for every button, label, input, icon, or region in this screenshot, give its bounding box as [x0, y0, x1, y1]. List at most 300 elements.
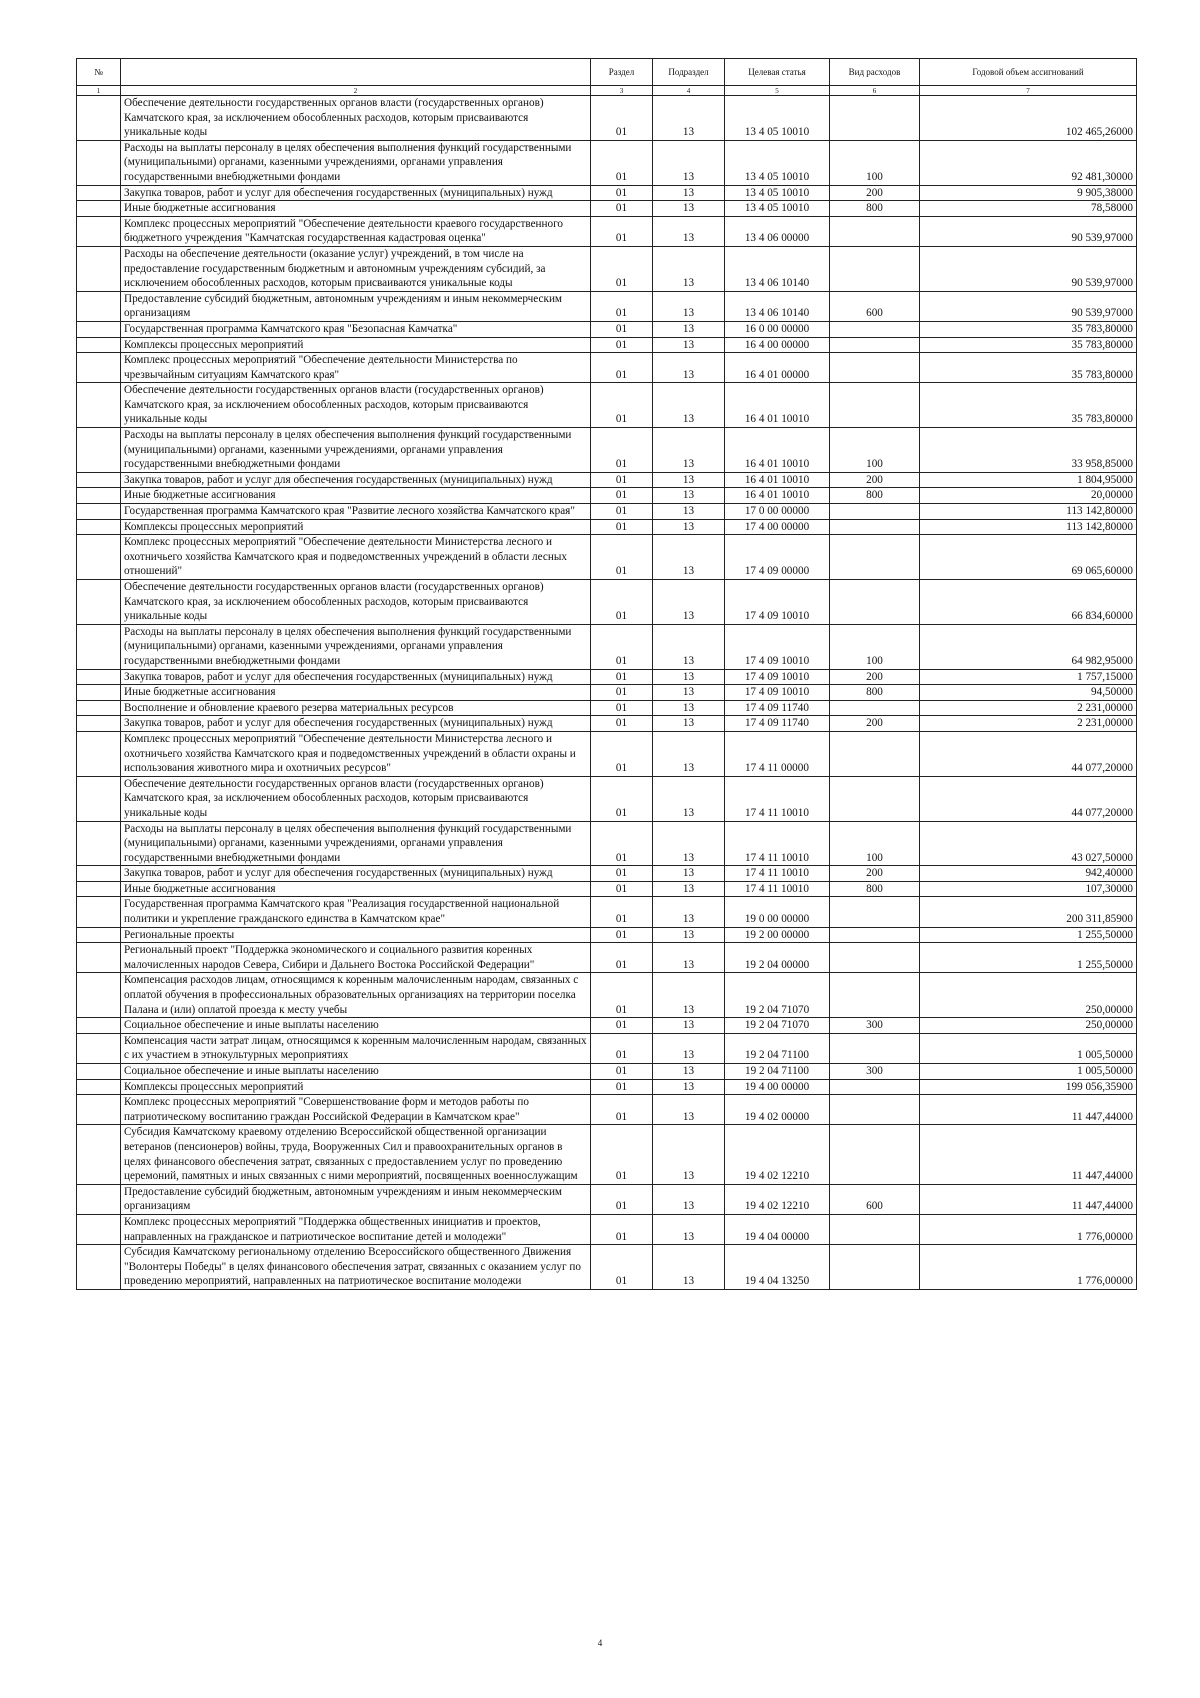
row-section: 01	[591, 504, 653, 520]
row-target-code: 16 4 01 10010	[725, 383, 830, 428]
row-expense-type	[830, 321, 920, 337]
row-expense-type: 100	[830, 821, 920, 866]
row-subsection: 13	[653, 321, 725, 337]
row-target-code: 13 4 06 10140	[725, 246, 830, 291]
row-expense-type: 300	[830, 1018, 920, 1034]
row-section: 01	[591, 1079, 653, 1095]
row-section: 01	[591, 185, 653, 201]
row-target-code: 16 0 00 00000	[725, 321, 830, 337]
row-section: 01	[591, 685, 653, 701]
row-section: 01	[591, 96, 653, 141]
column-number: 5	[725, 86, 830, 96]
row-target-code: 13 4 05 10010	[725, 96, 830, 141]
row-subsection: 13	[653, 96, 725, 141]
table-row	[77, 472, 1137, 488]
row-number	[77, 96, 121, 141]
header-name	[121, 59, 591, 86]
row-number	[77, 428, 121, 473]
row-number	[77, 472, 121, 488]
row-amount: 11 447,44000	[920, 1095, 1137, 1125]
table-row	[77, 943, 1137, 973]
row-expense-type: 200	[830, 472, 920, 488]
row-name: Обеспечение деятельности государственных органов власти (государственных органов) Камчатского края, за исключением обособленных расходов, которым присваиваются уникальные коды	[121, 776, 591, 821]
row-subsection: 13	[653, 866, 725, 882]
row-expense-type	[830, 973, 920, 1018]
row-expense-type: 800	[830, 488, 920, 504]
table-row	[77, 291, 1137, 321]
row-target-code: 17 4 09 10010	[725, 669, 830, 685]
row-subsection: 13	[653, 624, 725, 669]
row-subsection: 13	[653, 1033, 725, 1063]
row-subsection: 13	[653, 881, 725, 897]
row-name: Иные бюджетные ассигнования	[121, 881, 591, 897]
row-amount: 94,50000	[920, 685, 1137, 701]
header-num: №	[77, 59, 121, 86]
row-name: Закупка товаров, работ и услуг для обеспечения государственных (муниципальных) нужд	[121, 669, 591, 685]
table-row	[77, 428, 1137, 473]
row-subsection: 13	[653, 472, 725, 488]
row-target-code: 19 4 00 00000	[725, 1079, 830, 1095]
row-amount: 1 255,50000	[920, 943, 1137, 973]
table-row	[77, 881, 1137, 897]
row-name: Государственная программа Камчатского края "Развитие лесного хозяйства Камчатского края"	[121, 504, 591, 520]
row-amount: 78,58000	[920, 201, 1137, 217]
row-number	[77, 1125, 121, 1184]
row-target-code: 17 4 09 11740	[725, 700, 830, 716]
row-expense-type	[830, 1245, 920, 1290]
row-name: Закупка товаров, работ и услуг для обеспечения государственных (муниципальных) нужд	[121, 185, 591, 201]
row-target-code: 19 4 02 12210	[725, 1125, 830, 1184]
row-number	[77, 669, 121, 685]
row-section: 01	[591, 669, 653, 685]
row-subsection: 13	[653, 1125, 725, 1184]
table-row	[77, 1214, 1137, 1244]
row-name: Обеспечение деятельности государственных органов власти (государственных органов) Камчатского края, за исключением обособленных расходов, которым присваиваются уникальные коды	[121, 383, 591, 428]
row-target-code: 19 2 04 71100	[725, 1033, 830, 1063]
row-expense-type: 200	[830, 185, 920, 201]
row-section: 01	[591, 943, 653, 973]
row-target-code: 16 4 01 10010	[725, 488, 830, 504]
row-amount: 113 142,80000	[920, 504, 1137, 520]
row-subsection: 13	[653, 428, 725, 473]
row-subsection: 13	[653, 140, 725, 185]
row-number	[77, 821, 121, 866]
table-row	[77, 246, 1137, 291]
row-target-code: 17 4 09 10010	[725, 624, 830, 669]
row-number	[77, 776, 121, 821]
row-subsection: 13	[653, 1245, 725, 1290]
row-expense-type: 200	[830, 669, 920, 685]
row-number	[77, 731, 121, 776]
row-number	[77, 337, 121, 353]
row-name: Социальное обеспечение и иные выплаты населению	[121, 1064, 591, 1080]
row-subsection: 13	[653, 535, 725, 580]
row-amount: 64 982,95000	[920, 624, 1137, 669]
row-number	[77, 504, 121, 520]
row-target-code: 17 0 00 00000	[725, 504, 830, 520]
row-amount: 1 776,00000	[920, 1245, 1137, 1290]
row-expense-type	[830, 246, 920, 291]
row-target-code: 19 2 04 71070	[725, 973, 830, 1018]
row-section: 01	[591, 216, 653, 246]
row-target-code: 13 4 06 10140	[725, 291, 830, 321]
row-section: 01	[591, 140, 653, 185]
row-expense-type: 800	[830, 685, 920, 701]
row-expense-type	[830, 353, 920, 383]
row-name: Закупка товаров, работ и услуг для обеспечения государственных (муниципальных) нужд	[121, 866, 591, 882]
column-number: 7	[920, 86, 1137, 96]
row-section: 01	[591, 731, 653, 776]
row-amount: 66 834,60000	[920, 580, 1137, 625]
row-target-code: 19 4 02 00000	[725, 1095, 830, 1125]
row-subsection: 13	[653, 291, 725, 321]
header-section: Раздел	[591, 59, 653, 86]
row-amount: 44 077,20000	[920, 776, 1137, 821]
row-target-code: 17 4 11 10010	[725, 821, 830, 866]
row-name: Расходы на обеспечение деятельности (оказание услуг) учреждений, в том числе на предоставление государственным бюджетным и автономным учреждениям субсидий, за исключением обособленных расходов, которым присваиваются уникальные коды	[121, 246, 591, 291]
row-name: Иные бюджетные ассигнования	[121, 488, 591, 504]
row-section: 01	[591, 472, 653, 488]
row-name: Расходы на выплаты персоналу в целях обеспечения выполнения функций государственными (муниципальными) органами, казенными учреждениями, органами управления государственными внебюджетными фондами	[121, 821, 591, 866]
table-row	[77, 535, 1137, 580]
row-expense-type: 100	[830, 624, 920, 669]
row-name: Комплекс процессных мероприятий "Обеспечение деятельности Министерства лесного и охотничьего хозяйства Камчатского края и подведомственных учреждений в области лесных отношений"	[121, 535, 591, 580]
row-section: 01	[591, 1184, 653, 1214]
header-subsection: Подраздел	[653, 59, 725, 86]
row-number	[77, 881, 121, 897]
table-row	[77, 96, 1137, 141]
row-number	[77, 716, 121, 732]
row-amount: 90 539,97000	[920, 291, 1137, 321]
row-target-code: 19 2 04 00000	[725, 943, 830, 973]
table-row	[77, 1125, 1137, 1184]
row-number	[77, 488, 121, 504]
row-expense-type	[830, 897, 920, 927]
row-amount: 11 447,44000	[920, 1125, 1137, 1184]
row-subsection: 13	[653, 246, 725, 291]
row-section: 01	[591, 866, 653, 882]
table-row	[77, 140, 1137, 185]
row-expense-type	[830, 1095, 920, 1125]
row-target-code: 16 4 01 00000	[725, 353, 830, 383]
row-number	[77, 624, 121, 669]
row-subsection: 13	[653, 1184, 725, 1214]
column-number-row	[77, 86, 1137, 96]
table-row	[77, 580, 1137, 625]
row-amount: 1 005,50000	[920, 1064, 1137, 1080]
row-expense-type	[830, 776, 920, 821]
row-name: Региональный проект "Поддержка экономического и социального развития коренных малочисленных народов Севера, Сибири и Дальнего Востока Российской Федерации"	[121, 943, 591, 973]
table-row	[77, 185, 1137, 201]
table-row	[77, 624, 1137, 669]
row-name: Государственная программа Камчатского края "Реализация государственной национальной политики и укрепление гражданского единства в Камчатском крае"	[121, 897, 591, 927]
row-target-code: 17 4 11 10010	[725, 776, 830, 821]
row-expense-type: 600	[830, 1184, 920, 1214]
row-section: 01	[591, 700, 653, 716]
row-subsection: 13	[653, 685, 725, 701]
row-expense-type	[830, 535, 920, 580]
row-name: Расходы на выплаты персоналу в целях обеспечения выполнения функций государственными (муниципальными) органами, казенными учреждениями, органами управления государственными внебюджетными фондами	[121, 140, 591, 185]
row-section: 01	[591, 201, 653, 217]
row-target-code: 13 4 05 10010	[725, 185, 830, 201]
row-target-code: 19 4 04 13250	[725, 1245, 830, 1290]
row-expense-type	[830, 519, 920, 535]
row-number	[77, 353, 121, 383]
row-amount: 90 539,97000	[920, 246, 1137, 291]
row-amount: 35 783,80000	[920, 383, 1137, 428]
row-expense-type	[830, 96, 920, 141]
row-expense-type	[830, 731, 920, 776]
table-row	[77, 216, 1137, 246]
row-number	[77, 185, 121, 201]
row-amount: 1 776,00000	[920, 1214, 1137, 1244]
row-name: Обеспечение деятельности государственных органов власти (государственных органов) Камчатского края, за исключением обособленных расходов, которым присваиваются уникальные коды	[121, 96, 591, 141]
row-target-code: 17 4 09 10010	[725, 685, 830, 701]
row-name: Государственная программа Камчатского края "Безопасная Камчатка"	[121, 321, 591, 337]
row-number	[77, 1033, 121, 1063]
row-number	[77, 943, 121, 973]
table-row	[77, 1245, 1137, 1290]
table-row	[77, 669, 1137, 685]
row-number	[77, 140, 121, 185]
row-number	[77, 201, 121, 217]
row-expense-type: 800	[830, 881, 920, 897]
row-section: 01	[591, 291, 653, 321]
table-row	[77, 488, 1137, 504]
row-target-code: 13 4 05 10010	[725, 140, 830, 185]
column-number: 1	[77, 86, 121, 96]
column-number: 3	[591, 86, 653, 96]
row-expense-type	[830, 1033, 920, 1063]
row-name: Комплексы процессных мероприятий	[121, 1079, 591, 1095]
row-amount: 35 783,80000	[920, 353, 1137, 383]
row-subsection: 13	[653, 185, 725, 201]
row-target-code: 13 4 05 10010	[725, 201, 830, 217]
row-amount: 90 539,97000	[920, 216, 1137, 246]
row-expense-type: 100	[830, 140, 920, 185]
row-number	[77, 700, 121, 716]
row-number	[77, 1018, 121, 1034]
row-expense-type: 200	[830, 716, 920, 732]
row-subsection: 13	[653, 216, 725, 246]
row-section: 01	[591, 428, 653, 473]
row-subsection: 13	[653, 669, 725, 685]
row-amount: 9 905,38000	[920, 185, 1137, 201]
row-section: 01	[591, 1064, 653, 1080]
table-header	[77, 59, 1137, 96]
row-target-code: 17 4 09 11740	[725, 716, 830, 732]
row-amount: 102 465,26000	[920, 96, 1137, 141]
row-name: Предоставление субсидий бюджетным, автономным учреждениям и иным некоммерческим организациям	[121, 291, 591, 321]
table-row	[77, 519, 1137, 535]
row-name: Комплекс процессных мероприятий "Обеспечение деятельности Министерства по чрезвычайным ситуациям Камчатского края"	[121, 353, 591, 383]
table-row	[77, 716, 1137, 732]
row-amount: 250,00000	[920, 1018, 1137, 1034]
row-number	[77, 1184, 121, 1214]
row-number	[77, 535, 121, 580]
row-section: 01	[591, 821, 653, 866]
row-number	[77, 927, 121, 943]
row-name: Комплексы процессных мероприятий	[121, 337, 591, 353]
row-amount: 199 056,35900	[920, 1079, 1137, 1095]
row-subsection: 13	[653, 504, 725, 520]
row-expense-type	[830, 1125, 920, 1184]
row-section: 01	[591, 535, 653, 580]
page-number: 4	[597, 1638, 603, 1648]
budget-sheet	[76, 58, 1137, 1290]
row-section: 01	[591, 580, 653, 625]
row-name: Компенсация части затрат лицам, относящимся к коренным малочисленным народам, связанных с их участием в этнокультурных мероприятиях	[121, 1033, 591, 1063]
table-row	[77, 383, 1137, 428]
row-amount: 69 065,60000	[920, 535, 1137, 580]
row-amount: 113 142,80000	[920, 519, 1137, 535]
row-expense-type: 200	[830, 866, 920, 882]
row-expense-type	[830, 504, 920, 520]
row-name: Региональные проекты	[121, 927, 591, 943]
row-section: 01	[591, 897, 653, 927]
row-amount: 1 255,50000	[920, 927, 1137, 943]
row-expense-type	[830, 927, 920, 943]
row-number	[77, 580, 121, 625]
row-number	[77, 1245, 121, 1290]
row-name: Иные бюджетные ассигнования	[121, 685, 591, 701]
row-amount: 250,00000	[920, 973, 1137, 1018]
row-name: Комплекс процессных мероприятий "Обеспечение деятельности краевого государственного бюджетного учреждения "Камчатская государственная кадастровая оценка"	[121, 216, 591, 246]
row-target-code: 17 4 11 00000	[725, 731, 830, 776]
row-name: Закупка товаров, работ и услуг для обеспечения государственных (муниципальных) нужд	[121, 472, 591, 488]
row-section: 01	[591, 246, 653, 291]
row-target-code: 17 4 11 10010	[725, 881, 830, 897]
row-expense-type	[830, 580, 920, 625]
header-expense-type: Вид расходов	[830, 59, 920, 86]
row-amount: 92 481,30000	[920, 140, 1137, 185]
row-target-code: 19 0 00 00000	[725, 897, 830, 927]
row-name: Расходы на выплаты персоналу в целях обеспечения выполнения функций государственными (муниципальными) органами, казенными учреждениями, органами управления государственными внебюджетными фондами	[121, 624, 591, 669]
row-expense-type	[830, 1214, 920, 1244]
table-row	[77, 1064, 1137, 1080]
row-expense-type	[830, 383, 920, 428]
row-name: Комплексы процессных мероприятий	[121, 519, 591, 535]
row-number	[77, 866, 121, 882]
row-amount: 35 783,80000	[920, 337, 1137, 353]
row-target-code: 19 2 04 71070	[725, 1018, 830, 1034]
row-name: Восполнение и обновление краевого резерва материальных ресурсов	[121, 700, 591, 716]
row-section: 01	[591, 1125, 653, 1184]
row-section: 01	[591, 353, 653, 383]
row-target-code: 17 4 00 00000	[725, 519, 830, 535]
table-row	[77, 353, 1137, 383]
row-name: Компенсация расходов лицам, относящимся к коренным малочисленным народам, связанных с оплатой обучения в профессиональных образовательных организациях на территории поселка Палана и (или) оплатой проезда к месту учебы	[121, 973, 591, 1018]
row-section: 01	[591, 488, 653, 504]
row-section: 01	[591, 321, 653, 337]
row-number	[77, 973, 121, 1018]
row-target-code: 17 4 11 10010	[725, 866, 830, 882]
row-section: 01	[591, 973, 653, 1018]
row-number	[77, 1064, 121, 1080]
row-subsection: 13	[653, 973, 725, 1018]
row-name: Расходы на выплаты персоналу в целях обеспечения выполнения функций государственными (муниципальными) органами, казенными учреждениями, органами управления государственными внебюджетными фондами	[121, 428, 591, 473]
row-name: Комплекс процессных мероприятий "Совершенствование форм и методов работы по патриотическому воспитанию граждан Российской Федерации в Камчатском крае"	[121, 1095, 591, 1125]
row-number	[77, 1095, 121, 1125]
table-row	[77, 337, 1137, 353]
row-subsection: 13	[653, 488, 725, 504]
budget-table	[76, 58, 1137, 1290]
row-amount: 107,30000	[920, 881, 1137, 897]
row-amount: 20,00000	[920, 488, 1137, 504]
table-row	[77, 685, 1137, 701]
row-section: 01	[591, 1095, 653, 1125]
column-number: 6	[830, 86, 920, 96]
row-amount: 1 005,50000	[920, 1033, 1137, 1063]
header-target: Целевая статья	[725, 59, 830, 86]
row-target-code: 17 4 09 00000	[725, 535, 830, 580]
table-row	[77, 866, 1137, 882]
row-number	[77, 383, 121, 428]
row-subsection: 13	[653, 1018, 725, 1034]
row-expense-type	[830, 1079, 920, 1095]
row-subsection: 13	[653, 776, 725, 821]
column-number: 4	[653, 86, 725, 96]
row-name: Субсидия Камчатскому региональному отделению Всероссийского общественного Движения "Волонтеры Победы" в целях финансового обеспечения затрат, связанных с оказанием услуг по проведению мероприятий, направленных на патриотическое воспитание молодежи	[121, 1245, 591, 1290]
row-subsection: 13	[653, 821, 725, 866]
row-number	[77, 291, 121, 321]
row-subsection: 13	[653, 927, 725, 943]
row-section: 01	[591, 1214, 653, 1244]
row-subsection: 13	[653, 519, 725, 535]
row-subsection: 13	[653, 731, 725, 776]
row-expense-type: 300	[830, 1064, 920, 1080]
row-amount: 200 311,85900	[920, 897, 1137, 927]
row-name: Социальное обеспечение и иные выплаты населению	[121, 1018, 591, 1034]
row-amount: 44 077,20000	[920, 731, 1137, 776]
row-subsection: 13	[653, 337, 725, 353]
table-row	[77, 700, 1137, 716]
row-section: 01	[591, 716, 653, 732]
row-number	[77, 1079, 121, 1095]
table-row	[77, 821, 1137, 866]
row-subsection: 13	[653, 943, 725, 973]
table-row	[77, 1184, 1137, 1214]
table-row	[77, 201, 1137, 217]
row-amount: 43 027,50000	[920, 821, 1137, 866]
row-section: 01	[591, 1018, 653, 1034]
row-section: 01	[591, 337, 653, 353]
row-amount: 942,40000	[920, 866, 1137, 882]
table-row	[77, 897, 1137, 927]
table-body	[77, 96, 1137, 1290]
row-subsection: 13	[653, 1095, 725, 1125]
row-name: Иные бюджетные ассигнования	[121, 201, 591, 217]
row-target-code: 17 4 09 10010	[725, 580, 830, 625]
row-subsection: 13	[653, 1214, 725, 1244]
row-section: 01	[591, 927, 653, 943]
row-amount: 11 447,44000	[920, 1184, 1137, 1214]
row-section: 01	[591, 776, 653, 821]
table-row	[77, 927, 1137, 943]
row-name: Предоставление субсидий бюджетным, автономным учреждениям и иным некоммерческим организациям	[121, 1184, 591, 1214]
row-number	[77, 1214, 121, 1244]
table-row	[77, 321, 1137, 337]
row-section: 01	[591, 383, 653, 428]
row-subsection: 13	[653, 700, 725, 716]
table-row	[77, 1079, 1137, 1095]
table-row	[77, 776, 1137, 821]
table-row	[77, 504, 1137, 520]
table-row	[77, 731, 1137, 776]
row-target-code: 16 4 00 00000	[725, 337, 830, 353]
row-number	[77, 519, 121, 535]
row-number	[77, 246, 121, 291]
